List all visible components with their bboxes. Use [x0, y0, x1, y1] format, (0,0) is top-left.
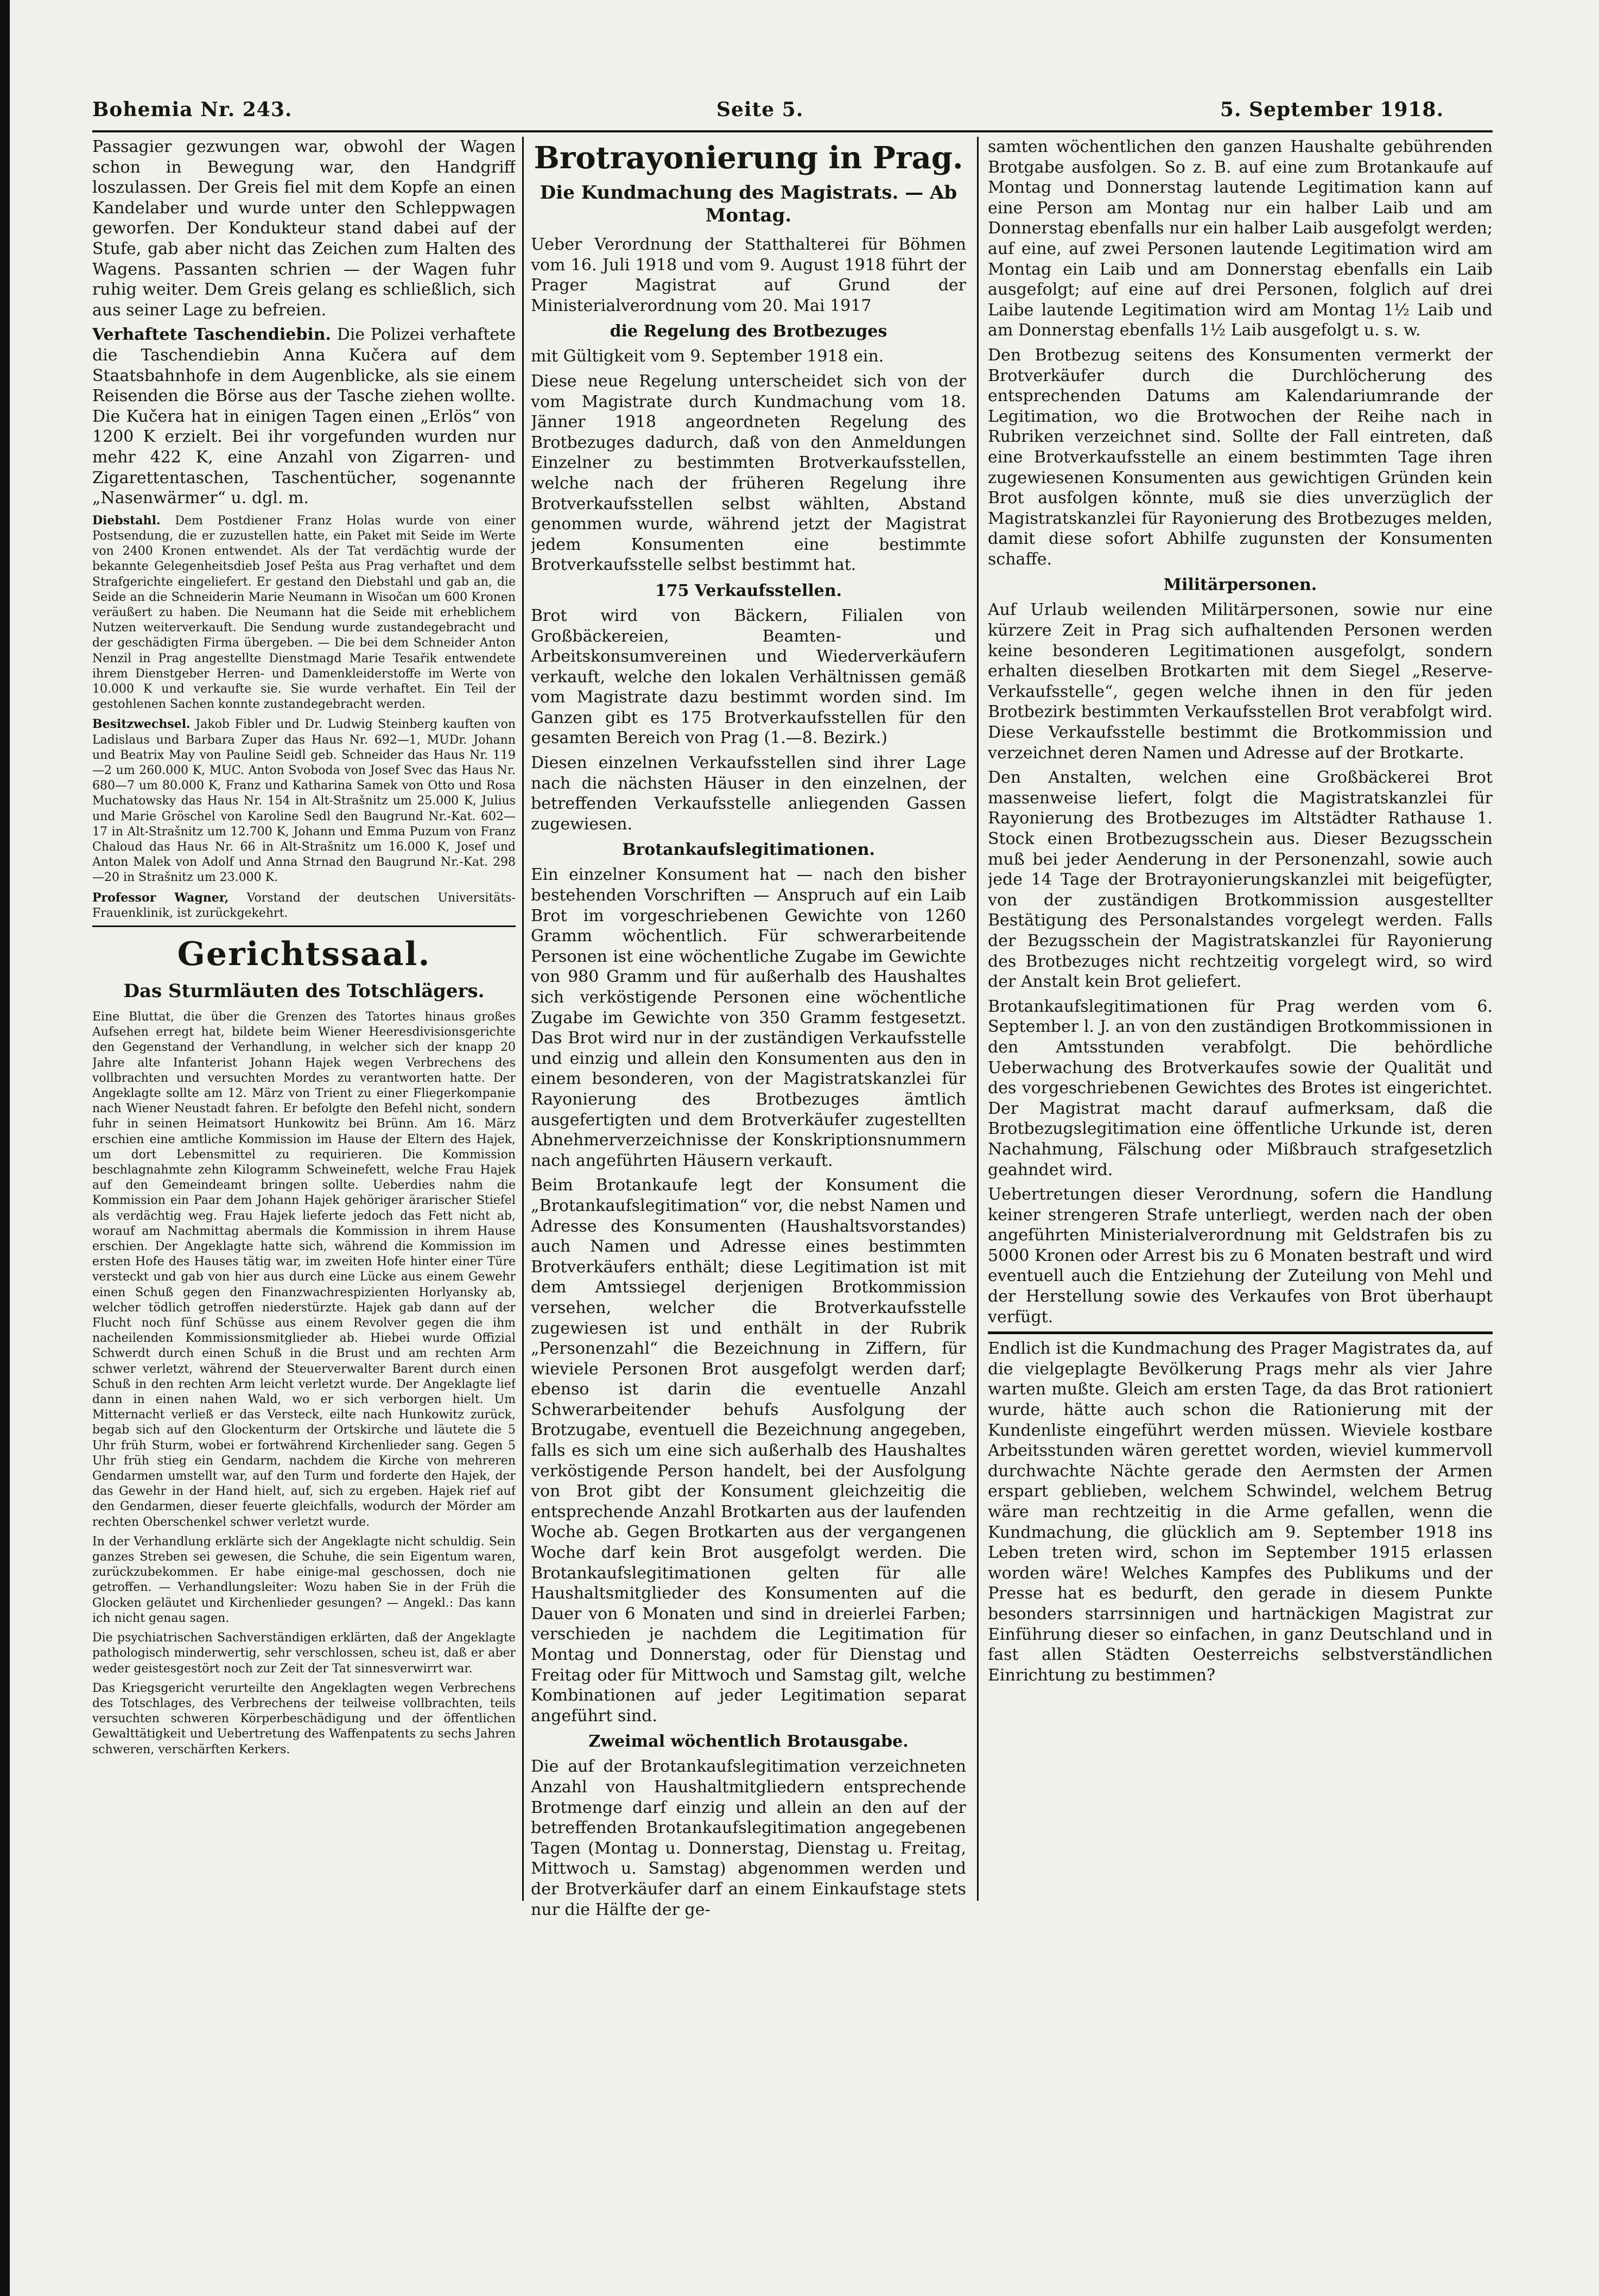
article-professor — [92, 890, 516, 921]
court-paragraph: In der Verhandlung erklärte sich der Angeklagte nicht schuldig. Sein ganzes Streben sei gewesen, die Schuhe, die sein Eigentum waren, zurückzubekommen. Er habe einige-mal geschossen, doch nie getroffen. — Verhandlungsleiter: Wozu haben Sie in der Früh die Glocken geläutet und Kirchenlieder gesungen? — Angekl.: Das kann ich nicht genau sagen. — [92, 1534, 516, 1625]
section-divider — [92, 925, 516, 927]
header-paper-issue: Bohemia Nr. 243. — [92, 98, 293, 121]
bread-subheading: die Regelung des Brotbezuges — [610, 322, 887, 341]
article-text: Dem Postdiener Franz Holas wurde von einer Postsendung, die er zuzustellen hatte, ein Paket mit Seide im Werte von 2400 Kronen entwendet. Als der Tat verdächtig wurde der bekannte Gelegenheitsdieb Josef Pešta aus Prag verhaftet und dem Strafgerichte eingeliefert. Er gestand den Diebstahl und gab an, die Seide an die Schneiderin Marie Neumann in Wisočan um 600 Kronen veräußert zu haben. Die Neumann hat die Seide mit erheblichem Nutzen weiterverkauft. Die Sendung wurde zustandegebracht und der geschädigten Firma übergeben. — Die bei dem Schneider Anton Nenzil in Prag angestellte Dienstmagd Marie Tesařik entwendete ihrem Dienstgeber Herren- und Damenkleiderstoffe im Werte von 10.000 K und verkaufte sie. Sie wurde verhaftet. Ein Teil der gestohlenen Sachen konnte zustandegebracht werden. — [92, 513, 516, 712]
column-rule-2 — [977, 137, 979, 1901]
article-heading: Besitzwechsel. — [92, 717, 191, 732]
section-title-court: Gerichtssaal. — [177, 935, 431, 973]
article-heading: Verhaftete Taschendiebin. — [92, 325, 331, 345]
bread-paragraph: Uebertretungen dieser Verordnung, sofern die Handlung keiner strengeren Strafe unterliegt, werden nach der oben angeführten Ministerialverordnung mit Geldstrafen bis zu 5000 Kronen oder Arrest bis zu 6 Monaten bestraft und wird eventuell auch die Entziehung der Zuteilung von Mehl und der Herstellung sowie des Verkaufes von Brot überhaupt verfügt. — [988, 1185, 1493, 1327]
bread-subheading: 175 Verkaufsstellen. — [655, 581, 842, 600]
column-1 — [92, 137, 516, 1944]
bread-paragraph: Auf Urlaub weilenden Militärpersonen, sowie nur eine kürzere Zeit in Prag sich aufhaltenden Personen werden keine besonderen Legitimationen ausgefolgt, sondern erhalten dieselben Brotkarten mit dem Siegel „Reserve-Verkaufsstelle“, gegen welche ihnen in den für jeden Brotbezirk bestimmten Verkaufsstellen Brot verabfolgt wird. Diese Verkaufsstelle bestimmt die Brotkommission und verzeichnet deren Namen und Adresse auf der Brotkarte. — [988, 600, 1493, 763]
bread-paragraph: Den Brotbezug seitens des Konsumenten vermerkt der Brotverkäufer durch die Durchlöcherung des entsprechenden Datums am Kalendariumrande der Legitimation, wo die Brotwochen der Reihe nach in Rubriken verzeichnet sind. Sollte der Fall eintreten, daß eine Brotverkaufsstelle an einem bestimmten Tage ihren zugewiesenen Konsumenten aus gewichtigen Gründen kein Brot ausfolgen könnte, muß sie dies unverzüglich der Magistratskanzlei für Rayonierung des Brotbezuges melden, damit diese sofort Abhilfe zugunsten der Konsumenten schaffe. — [988, 345, 1493, 569]
header-page-number: Seite 5. — [716, 98, 804, 121]
bread-paragraph: mit Gültigkeit vom 9. September 1918 ein. — [531, 347, 884, 366]
bread-subheading: Militärpersonen. — [1163, 575, 1317, 595]
bread-paragraph: Beim Brotankaufe legt der Konsument die „Brotankaufslegitimation“ vor, die nebst Namen und Adresse des Konsumenten (Haushaltsvorstandes) auch Namen und Adresse eines bestimmten Brotverkäufers enthält; diese Legitimation ist mit dem Amtssiegel derjenigen Brotkommission versehen, welcher die Brotverkaufsstelle zugewiesen ist und enthält in der Rubrik „Personenzahl“ die Bezeichnung in Ziffern, für wieviele Personen Brot ausgefolgt werden darf; ebenso ist darin die eventuelle Anzahl Schwerarbeitender behufs Ausfolgung der Brotzugabe, eventuell die Bezeichnung angegeben, falls es sich um eine sich außerhalb des Haushaltes verköstigende Person handelt, bei der Ausfolgung von Brot gibt der Konsument gleichzeitig die entsprechende Anzahl Brotkarten aus der laufenden Woche ab. Gegen Brotkarten aus der vergangenen Woche darf kein Brot ausgefolgt werden. Die Brotankaufslegitimationen gelten für alle Haushaltsmitglieder des Konsumenten auf die Dauer von 6 Monaten und sind in dreierlei Farben; verschieden je nachdem die Legitimation für Montag und Donnerstag, oder für Dienstag und Freitag oder für Mittwoch und Samstag gilt, welche Kombinationen auf jeder Legitimation separat angeführt sind. — [531, 1176, 966, 1726]
bread-paragraph: Brotankaufslegitimationen für Prag werden vom 6. September l. J. an von den zuständigen Brotkommissionen in den Amtsstunden verabfolgt. Die behördliche Ueberwachung des Brotverkaufes sowie der Qualität und des vorgeschriebenen Gewichtes des Brotes ist eingerichtet. Der Magistrat macht darauf aufmerksam, daß die Brotbezugslegitimation eine öffentliche Urkunde ist, deren Nachahmung, Fälschung oder Mißbrauch strafgesetzlich geahndet wird. — [988, 997, 1493, 1179]
column-rule-1 — [522, 137, 524, 1901]
article-title-bread: Brotrayonierung in Prag. — [534, 140, 963, 176]
article-text: Vorstand der deutschen Universitäts-Frauenklinik, ist zurückgekehrt. — [92, 891, 516, 920]
bread-subheading: Zweimal wöchentlich Brotausgabe. — [588, 1732, 909, 1752]
page-header — [92, 92, 1444, 127]
article-text: Die Polizei verhaftete die Taschendiebin Anna Kučera auf dem Staatsbahnhofe in dem Augenblicke, als sie einem Reisenden die Börse aus der Tasche ziehen wollte. Die Kučera hat in einigen Tagen einen „Erlös“ von 1200 K erzielt. Bei ihr vorgefunden wurden nur mehr 422 K, eine Anzahl von Zigarren- und Zigarettentaschen, Taschentücher, sogenannte „Nasenwärmer“ u. dgl. m. — [92, 325, 516, 508]
bread-subheading: Brotankaufslegitimationen. — [622, 840, 875, 860]
bread-paragraph: Ein einzelner Konsument hat — nach den bisher bestehenden Vorschriften — Anspruch auf ein Laib Brot im vorgeschriebenen Gewichte von 1260 Gramm wöchentlich. Für schwerarbeitende Personen ist eine wöchentliche Zugabe im Gewichte von 980 Gramm und für außerhalb des Haushaltes sich verköstigende Personen eine wöchentliche Zugabe im Gewichte von 350 Gramm festgesetzt. Das Brot wird nur in der zuständigen Verkaufsstelle und einzig und allein den Konsumenten aus den in einem besonderen, von der Magistratskanzlei für Rayonierung des Brotbezuges ämtlich ausgefertigten und dem Brotverkäufer zugestellten Abnehmerverzeichnisse der Konskriptionsnummern nach angeführten Häusern verkauft. — [531, 865, 966, 1170]
header-date: 5. September 1918. — [1220, 98, 1444, 121]
section-divider — [988, 1331, 1493, 1334]
editorial-comment: Endlich ist die Kundmachung des Prager Magistrates da, auf die vielgeplagte Bevölkerung Prags mehr als vier Jahre warten mußte. Gleich am ersten Tage, da das Brot rationiert wurde, hätte auch schon die Rationierung mit der Kundenliste eingeführt werden müssen. Wieviele kostbare Arbeitsstunden wären gerettet worden, wieviel kummervoll durchwachte Nächte gerade den Aermsten der Armen erspart geblieben, welchem Schwindel, welchem Betrug wäre man rechtzeitig in die Arme gefallen, wenn die Kundmachung, die glücklich am 9. September 1918 ins Leben treten wird, schon im September 1915 erlassen worden wäre! Welches Kampfes des Publikums und der Presse hat es bedurft, den gerade in diesem Punkte besonders starrsinnigen und hartnäckigen Magistrat zur Einführung dieser so einfachen, in ganz Deutschland und in fast allen Städten Oesterreichs selbstverständlichen Einrichtung zu bestimmen? — [988, 1339, 1493, 1685]
bread-paragraph: Brot wird von Bäckern, Filialen von Großbäckereien, Beamten- und Arbeitskonsumvereinen und Wiederverkäufern verkauft, welche den lokalen Verhältnissen gemäß vom Magistrate dazu bestimmt worden sind. Im Ganzen gibt es 175 Brotverkaufsstellen für den gesamten Bereich von Prag (1.—8. Bezirk.) — [531, 606, 966, 748]
article-theft — [92, 513, 516, 713]
article-heading: Professor Wagner, — [92, 890, 229, 905]
court-paragraph: Das Kriegsgericht verurteilte den Angeklagten wegen Verbrechens des Totschlages, des Verbrechens der teilweise vollbrachten, teils versuchten schweren Körperbeschädigung und der öffentlichen Gewalttätigkeit und Uebertretung des Waffenpatents zu sechs Jahren schweren, verschärften Kerkers. — [92, 1681, 516, 1756]
article-text: Jakob Fibler und Dr. Ludwig Steinberg kauften von Ladislaus und Barbara Zuper das Haus Nr. 692—1, MUDr. Johann und Beatrix May von Pauline Seidl geb. Schneider das Haus Nr. 119—2 um 260.000 K, MUC. Anton Svoboda von Josef Svec das Haus Nr. 680—7 um 80.000 K, Franz und Katharina Samek von Otto und Rosa Muchatowsky das Haus Nr. 154 in Alt-Strašnitz um 25.000 K, Julius und Marie Gröschel von Karoline Sedl den Baugrund Nr.-Kat. 602—17 in Alt-Strašnitz um 12.700 K, Johann und Emma Puzum von Franz Chaloud das Haus Nr. 66 in Alt-Strašnitz um 16.000 K, Josef und Anton Malek von Adolf und Anna Strnad den Baugrund Nr.-Kat. 298—20 in Strašnitz um 23.000 K. — [92, 718, 516, 885]
column-3 — [988, 137, 1493, 1933]
scan-edge — [0, 0, 10, 2296]
bread-paragraph: Diese neue Regelung unterscheidet sich von der vom Magistrate durch Kundmachung vom 18. Jänner 1918 angeordneten Regelung des Brotbezuges dadurch, daß von den Anmeldungen Einzelner zu bestimmten Brotverkaufsstellen, welche nach der früheren Regelung ihre Brotverkaufsstellen selbst wählten, Abstand genommen wurde, während jetzt der Magistrat jedem Konsumenten eine bestimmte Brotverkaufsstelle selbst bestimmt hat. — [531, 371, 966, 575]
bread-paragraph: samten wöchentlichen den ganzen Haushalte gebührenden Brotgabe ausfolgen. So z. B. auf eine zum Brotankaufe auf Montag und Donnerstag lautende Legitimation kann auf eine Person am Montag nur ein halber Laib und am Donnerstag ebenfalls nur ein halber Laib ausgefolgt werden; auf eine, auf zwei Personen lautende Legitimation wird am Montag ein Laib und am Donnerstag ebenfalls ein Laib ausgefolgt; auf eine auf drei Personen, folglich auf drei Laibe lautende Legitimation wird am Montag 1½ Laib und am Donnerstag ebenfalls 1½ Laib ausgefolgt u. s. w. — [988, 137, 1493, 340]
bread-paragraph: Die auf der Brotankaufslegitimation verzeichneten Anzahl von Haushaltmitgliedern entsprechende Brotmenge darf einzig und allein an den auf der betreffenden Brotankaufslegitimation angegebenen Tagen (Montag u. Donnerstag, Dienstag u. Freitag, Mittwoch u. Samstag) abgenommen werden und der Brotverkäufer darf an einem Einkaufstage stets nur die Hälfte der ge- — [531, 1757, 966, 1919]
article-pickpocket — [92, 325, 516, 508]
bread-paragraph: Diesen einzelnen Verkaufsstellen sind ihrer Lage nach die nächsten Häuser in den einzelnen, der betreffenden Verkaufsstelle anliegenden Gassen zugewiesen. — [531, 753, 966, 834]
column-2 — [531, 137, 966, 1944]
article-property-change — [92, 716, 516, 885]
article-tram-accident: Passagier gezwungen war, obwohl der Wagen schon in Bewegung war, den Handgriff loszulassen. Der Greis fiel mit dem Kopfe an einen Kandelaber und wurde unter den Schleppwagen geworfen. Der Kondukteur stand dabei auf der Stufe, gab aber nicht das Zeichen zum Halten des Wagens. Passanten schrien — der Wagen fuhr ruhig weiter. Dem Greis gelang es schließlich, sich aus seiner Lage zu befreien. — [92, 137, 516, 320]
court-paragraph: Eine Bluttat, die über die Grenzen des Tatortes hinaus großes Aufsehen erregt hat, bildete beim Wiener Heeresdivisionsgerichte den Gegenstand der Verhandlung, in welcher sich der knapp 20 Jahre alte Infanterist Johann Hajek wegen Verbrechens des vollbrachten und versuchten Mordes zu verantworten hatte. Der Angeklagte sollte am 12. März von Trient zu einer Fliegerkompanie nach Wiener Neustadt fahren. Er befolgte den Befehl nicht, sondern fuhr in seinen Heimatsort Hunkowitz bei Brünn. Am 16. März erschien eine amtliche Kommission im Hause der Eltern des Hajek, um dort Lebensmittel zu requirieren. Die Kommission beschlagnahmte zehn Kilogramm Schweinefett, welche Frau Hajek auf den Gemeindeamt bringen sollte. Ueberdies nahm die Kommission ein Paar dem Johann Hajek gehöriger ärarischer Stiefel als verdächtig weg. Frau Hajek lieferte jedoch das Fett nicht ab, worauf am Nachmittag abermals die Kommission in ihrem Hause erschien. Der Angeklagte hatte sich, während die Kommission im ersten Hofe des Hauses tätig war, im zweiten Hofe hinter einer Türe versteckt und gab von hier aus durch eine Lücke aus einem Gewehr einen Schuß gegen den Finanzwachrespizienten Horlyansky ab, welcher tödlich getroffen niederstürzte. Hajek gab dann auf der Flucht noch fünf Schüsse aus einem Revolver gegen die ihm nacheilenden Kommissionsmitglieder ab. Hiebei wurde Offizial Schwerdt durch einen Schuß in die Brust und am rechten Arm schwer verletzt, während der Steuerverwalter Barent durch einen Schuß in den rechten Arm leicht verletzt wurde. Der Angeklagte lief dann in einen nahen Wald, wo er sich verborgen hielt. Um Mitternacht verließ er das Versteck, eilte nach Hunkowitz zurück, begab sich auf den Glockenturm der Ortskirche und läutete die 5 Uhr früh Sturm, wobei er fortwährend Kirchenlieder sang. Gegen 5 Uhr früh stieg ein Gendarm, nachdem die Kirche von mehreren Gendarmen umstellt war, auf den Turm und forderte den Hajek, der das Gewehr in der Hand hielt, auf, sich zu ergeben. Hajek rief auf den Gendarmen, dieser feuerte gleichfalls, wodurch der Mörder am rechten Oberschenkel schwer verletzt wurde. — [92, 1010, 516, 1529]
bread-paragraph: Den Anstalten, welchen eine Großbäckerei Brot massenweise liefert, folgt die Magistratskanzlei für Rayonierung des Brotbezuges im Altstädter Rathause 1. Stock einen Brotbezugsschein aus. Dieser Bezugsschein muß bei jeder Aenderung in der Personenzahl, sowie auch jede 14 Tage der Brotrayonierungskanzlei mit beigefügter, von der zuständigen Brotkommission ausgestellter Bestätigung des Personalstandes vorgelegt werden. Falls der Bezugsschein der Magistratskanzlei für Rayonierung des Brotbezuges nicht rechtzeitig vorgelegt wird, so wird der Anstalt kein Brot geliefert. — [988, 768, 1493, 992]
court-paragraph: Die psychiatrischen Sachverständigen erklärten, daß der Angeklagte pathologisch minderwertig, sehr verschlossen, scheu ist, daß er aber weder geistesgestört noch zur Zeit der Tat sinnesverwirrt war. — [92, 1631, 516, 1676]
header-rule — [92, 130, 1493, 132]
article-title-court: Das Sturmläuten des Totschlägers. — [123, 980, 485, 1002]
bread-paragraph: Ueber Verordnung der Statthalterei für Böhmen vom 16. Juli 1918 und vom 9. August 1918 führt der Prager Magistrat auf Grund der Ministerialverordnung vom 20. Mai 1917 — [531, 235, 966, 315]
article-heading: Diebstahl. — [92, 513, 161, 528]
article-subtitle-bread: Die Kundmachung des Magistrats. — Ab Montag. — [540, 182, 957, 226]
